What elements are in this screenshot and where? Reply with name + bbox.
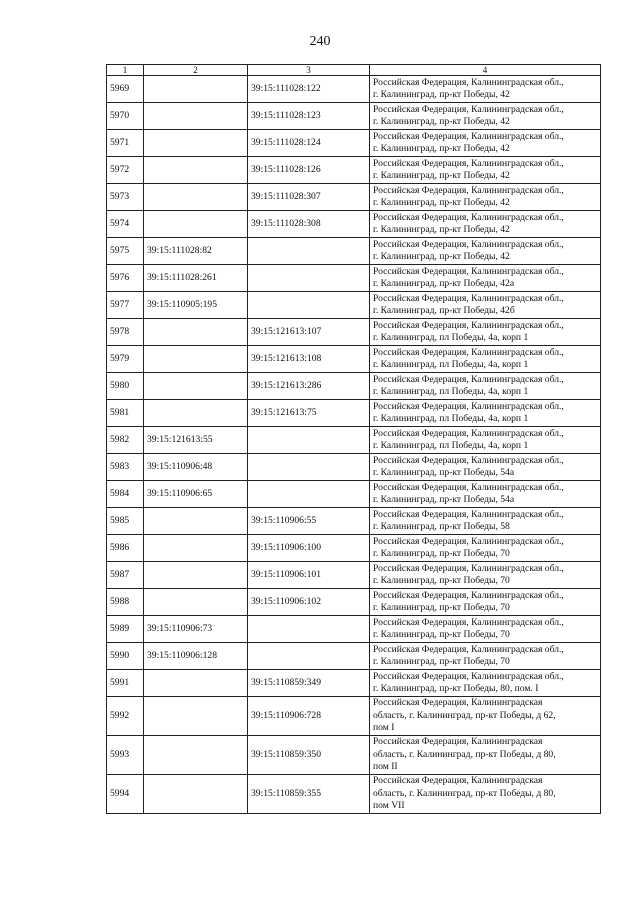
row-number-cell: 5982 bbox=[107, 427, 144, 454]
registry-table bbox=[106, 64, 601, 814]
cadastral-number-cell: 39:15:110905:195 bbox=[144, 292, 248, 319]
address-line: г. Калининград, пр-кт Победы, 70 bbox=[373, 575, 510, 586]
address-line: г. Калининград, пр-кт Победы, 42 bbox=[373, 197, 510, 208]
address-cell bbox=[370, 736, 601, 775]
address-cell bbox=[370, 130, 601, 157]
cadastral-number-cell bbox=[144, 535, 248, 562]
address-cell bbox=[370, 265, 601, 292]
cadastral-number-cell bbox=[248, 238, 370, 265]
address-line: г. Калининград, пл Победы, 4а, корп 1 bbox=[373, 440, 529, 451]
table-row bbox=[107, 697, 601, 736]
address-line: Российская Федерация, Калининградская обл., bbox=[373, 103, 564, 115]
address-line: Российская Федерация, Калининградская обл., bbox=[373, 400, 564, 412]
address-line: Российская Федерация, Калининградская bbox=[373, 736, 543, 748]
address-cell bbox=[370, 589, 601, 616]
address-cell bbox=[370, 373, 601, 400]
address-line: г. Калининград, пр-кт Победы, 42 bbox=[373, 89, 510, 100]
cadastral-number-cell bbox=[144, 184, 248, 211]
table-row bbox=[107, 238, 601, 265]
cadastral-number-cell bbox=[248, 454, 370, 481]
address-line: Российская Федерация, Калининградская обл., bbox=[373, 589, 564, 601]
table-row bbox=[107, 373, 601, 400]
address-cell bbox=[370, 562, 601, 589]
table-body bbox=[107, 76, 601, 814]
address-cell bbox=[370, 670, 601, 697]
address-line: г. Калининград, пр-кт Победы, 42 bbox=[373, 143, 510, 154]
address-line: Российская Федерация, Калининградская обл., bbox=[373, 265, 564, 277]
address-line: область, г. Калининград, пр-кт Победы, д 80, bbox=[373, 787, 556, 799]
address-cell bbox=[370, 427, 601, 454]
address-cell bbox=[370, 346, 601, 373]
cadastral-number-cell: 39:15:110906:728 bbox=[248, 697, 370, 736]
address-line: Российская Федерация, Калининградская обл., bbox=[373, 238, 564, 250]
row-number-cell: 5986 bbox=[107, 535, 144, 562]
table-row bbox=[107, 736, 601, 775]
cadastral-number-cell bbox=[144, 130, 248, 157]
address-line: г. Калининград, пр-кт Победы, 42 bbox=[373, 170, 510, 181]
row-number-cell: 5973 bbox=[107, 184, 144, 211]
address-line: Российская Федерация, Калининградская обл., bbox=[373, 670, 564, 682]
address-line: г. Калининград, пл Победы, 4а, корп 1 bbox=[373, 332, 529, 343]
row-number-cell: 5991 bbox=[107, 670, 144, 697]
cadastral-number-cell bbox=[144, 373, 248, 400]
address-line: г. Калининград, пр-кт Победы, 42а bbox=[373, 278, 515, 289]
address-line: пом VII bbox=[373, 800, 405, 812]
cadastral-number-cell: 39:15:121613:108 bbox=[248, 346, 370, 373]
address-line: г. Калининград, пр-кт Победы, 70 bbox=[373, 656, 510, 667]
cadastral-number-cell bbox=[144, 346, 248, 373]
address-line: Российская Федерация, Калининградская bbox=[373, 697, 543, 709]
cadastral-number-cell bbox=[144, 589, 248, 616]
address-line: Российская Федерация, Калининградская обл., bbox=[373, 184, 564, 196]
row-number-cell: 5975 bbox=[107, 238, 144, 265]
row-number-cell: 5969 bbox=[107, 76, 144, 103]
cadastral-number-cell bbox=[248, 427, 370, 454]
cadastral-number-cell: 39:15:111028:82 bbox=[144, 238, 248, 265]
address-line: г. Калининград, пр-кт Победы, 42 bbox=[373, 251, 510, 262]
row-number-cell: 5977 bbox=[107, 292, 144, 319]
table-row bbox=[107, 130, 601, 157]
row-number-cell: 5976 bbox=[107, 265, 144, 292]
table-row bbox=[107, 427, 601, 454]
table-row bbox=[107, 670, 601, 697]
cadastral-number-cell bbox=[144, 400, 248, 427]
table-row bbox=[107, 319, 601, 346]
address-cell bbox=[370, 643, 601, 670]
cadastral-number-cell bbox=[144, 319, 248, 346]
address-line: Российская Федерация, Калининградская обл., bbox=[373, 76, 564, 88]
table-row bbox=[107, 481, 601, 508]
table-row bbox=[107, 157, 601, 184]
address-line: г. Калининград, пр-кт Победы, 80, пом. I bbox=[373, 683, 539, 694]
cadastral-number-cell: 39:15:110859:349 bbox=[248, 670, 370, 697]
address-line: пом I bbox=[373, 722, 395, 734]
column-header: 1 bbox=[107, 65, 144, 76]
row-number-cell: 5983 bbox=[107, 454, 144, 481]
table-row bbox=[107, 535, 601, 562]
address-cell bbox=[370, 103, 601, 130]
address-line: г. Калининград, пр-кт Победы, 70 bbox=[373, 548, 510, 559]
table-header-row bbox=[107, 65, 601, 76]
address-line: г. Калининград, пр-кт Победы, 42б bbox=[373, 305, 515, 316]
row-number-cell: 5972 bbox=[107, 157, 144, 184]
cadastral-number-cell bbox=[144, 736, 248, 775]
cadastral-number-cell: 39:15:110859:350 bbox=[248, 736, 370, 775]
address-line: г. Калининград, пр-кт Победы, 54а bbox=[373, 467, 515, 478]
table-row bbox=[107, 265, 601, 292]
address-cell bbox=[370, 319, 601, 346]
address-cell bbox=[370, 292, 601, 319]
table-row bbox=[107, 211, 601, 238]
address-cell bbox=[370, 454, 601, 481]
row-number-cell: 5971 bbox=[107, 130, 144, 157]
address-line: Российская Федерация, Калининградская обл., bbox=[373, 130, 564, 142]
cadastral-number-cell bbox=[248, 643, 370, 670]
address-line: Российская Федерация, Калининградская обл., bbox=[373, 346, 564, 358]
row-number-cell: 5985 bbox=[107, 508, 144, 535]
table-row bbox=[107, 775, 601, 814]
cadastral-number-cell: 39:15:121613:107 bbox=[248, 319, 370, 346]
address-line: г. Калининград, пр-кт Победы, 58 bbox=[373, 521, 510, 532]
column-header: 3 bbox=[248, 65, 370, 76]
address-cell bbox=[370, 481, 601, 508]
address-cell bbox=[370, 400, 601, 427]
address-line: Российская Федерация, Калининградская обл., bbox=[373, 616, 564, 628]
cadastral-number-cell: 39:15:110906:101 bbox=[248, 562, 370, 589]
address-cell bbox=[370, 697, 601, 736]
row-number-cell: 5994 bbox=[107, 775, 144, 814]
address-cell bbox=[370, 508, 601, 535]
address-line: Российская Федерация, Калининградская обл., bbox=[373, 211, 564, 223]
address-line: Российская Федерация, Калининградская обл., bbox=[373, 481, 564, 493]
cadastral-number-cell bbox=[144, 562, 248, 589]
row-number-cell: 5993 bbox=[107, 736, 144, 775]
address-line: г. Калининград, пр-кт Победы, 42 bbox=[373, 116, 510, 127]
table-row bbox=[107, 562, 601, 589]
address-cell bbox=[370, 76, 601, 103]
page-number: 240 bbox=[309, 34, 331, 49]
row-number-cell: 5974 bbox=[107, 211, 144, 238]
address-line: г. Калининград, пл Победы, 4а, корп 1 bbox=[373, 386, 529, 397]
cadastral-number-cell bbox=[144, 670, 248, 697]
address-line: пом II bbox=[373, 761, 398, 773]
row-number-cell: 5984 bbox=[107, 481, 144, 508]
address-cell bbox=[370, 184, 601, 211]
cadastral-number-cell: 39:15:110906:48 bbox=[144, 454, 248, 481]
row-number-cell: 5980 bbox=[107, 373, 144, 400]
row-number-cell: 5970 bbox=[107, 103, 144, 130]
row-number-cell: 5988 bbox=[107, 589, 144, 616]
address-line: г. Калининград, пл Победы, 4а, корп 1 bbox=[373, 413, 529, 424]
address-line: г. Калининград, пл Победы, 4а, корп 1 bbox=[373, 359, 529, 370]
cadastral-number-cell bbox=[144, 508, 248, 535]
cadastral-number-cell: 39:15:111028:307 bbox=[248, 184, 370, 211]
cadastral-number-cell bbox=[248, 265, 370, 292]
cadastral-number-cell: 39:15:110906:102 bbox=[248, 589, 370, 616]
table-row bbox=[107, 454, 601, 481]
address-cell bbox=[370, 238, 601, 265]
cadastral-number-cell: 39:15:110906:100 bbox=[248, 535, 370, 562]
cadastral-number-cell: 39:15:110859:355 bbox=[248, 775, 370, 814]
address-line: область, г. Калининград, пр-кт Победы, д 80, bbox=[373, 748, 556, 760]
address-line: Российская Федерация, Калининградская bbox=[373, 775, 543, 787]
address-line: Российская Федерация, Калининградская обл., bbox=[373, 535, 564, 547]
cadastral-number-cell: 39:15:110906:73 bbox=[144, 616, 248, 643]
column-header: 4 bbox=[370, 65, 601, 76]
cadastral-number-cell: 39:15:110906:55 bbox=[248, 508, 370, 535]
row-number-cell: 5989 bbox=[107, 616, 144, 643]
cadastral-number-cell bbox=[144, 211, 248, 238]
cadastral-number-cell bbox=[248, 292, 370, 319]
cadastral-number-cell bbox=[248, 481, 370, 508]
address-line: Российская Федерация, Калининградская обл., bbox=[373, 373, 564, 385]
table-row bbox=[107, 184, 601, 211]
table-row bbox=[107, 589, 601, 616]
table-row bbox=[107, 76, 601, 103]
row-number-cell: 5981 bbox=[107, 400, 144, 427]
address-line: Российская Федерация, Калининградская обл., bbox=[373, 427, 564, 439]
table-row bbox=[107, 346, 601, 373]
address-line: г. Калининград, пр-кт Победы, 70 bbox=[373, 629, 510, 640]
cadastral-number-cell: 39:15:121613:55 bbox=[144, 427, 248, 454]
row-number-cell: 5978 bbox=[107, 319, 144, 346]
cadastral-number-cell bbox=[144, 76, 248, 103]
row-number-cell: 5987 bbox=[107, 562, 144, 589]
address-cell bbox=[370, 211, 601, 238]
cadastral-number-cell: 39:15:110906:65 bbox=[144, 481, 248, 508]
cadastral-number-cell: 39:15:111028:122 bbox=[248, 76, 370, 103]
cadastral-number-cell bbox=[144, 697, 248, 736]
address-cell bbox=[370, 535, 601, 562]
cadastral-number-cell: 39:15:111028:123 bbox=[248, 103, 370, 130]
cadastral-number-cell: 39:15:121613:286 bbox=[248, 373, 370, 400]
cadastral-number-cell bbox=[144, 103, 248, 130]
address-line: г. Калининград, пр-кт Победы, 54а bbox=[373, 494, 515, 505]
address-line: Российская Федерация, Калининградская обл., bbox=[373, 508, 564, 520]
row-number-cell: 5992 bbox=[107, 697, 144, 736]
cadastral-number-cell: 39:15:121613:75 bbox=[248, 400, 370, 427]
column-header: 2 bbox=[144, 65, 248, 76]
address-line: г. Калининград, пр-кт Победы, 70 bbox=[373, 602, 510, 613]
table-row bbox=[107, 400, 601, 427]
address-cell bbox=[370, 157, 601, 184]
table-row bbox=[107, 616, 601, 643]
address-line: Российская Федерация, Калининградская обл., bbox=[373, 643, 564, 655]
cadastral-number-cell bbox=[144, 157, 248, 184]
address-cell bbox=[370, 775, 601, 814]
cadastral-number-cell: 39:15:111028:126 bbox=[248, 157, 370, 184]
table-row bbox=[107, 103, 601, 130]
address-line: Российская Федерация, Калининградская обл., bbox=[373, 454, 564, 466]
cadastral-number-cell: 39:15:110906:128 bbox=[144, 643, 248, 670]
cadastral-number-cell: 39:15:111028:308 bbox=[248, 211, 370, 238]
cadastral-number-cell: 39:15:111028:261 bbox=[144, 265, 248, 292]
table-row bbox=[107, 508, 601, 535]
cadastral-number-cell bbox=[144, 775, 248, 814]
row-number-cell: 5979 bbox=[107, 346, 144, 373]
cadastral-number-cell bbox=[248, 616, 370, 643]
table-row bbox=[107, 292, 601, 319]
table-row bbox=[107, 643, 601, 670]
address-line: Российская Федерация, Калининградская обл., bbox=[373, 562, 564, 574]
address-line: г. Калининград, пр-кт Победы, 42 bbox=[373, 224, 510, 235]
row-number-cell: 5990 bbox=[107, 643, 144, 670]
address-line: Российская Федерация, Калининградская обл., bbox=[373, 292, 564, 304]
address-line: область, г. Калининград, пр-кт Победы, д 62, bbox=[373, 709, 556, 721]
address-line: Российская Федерация, Калининградская обл., bbox=[373, 157, 564, 169]
cadastral-number-cell: 39:15:111028:124 bbox=[248, 130, 370, 157]
address-cell bbox=[370, 616, 601, 643]
address-line: Российская Федерация, Калининградская обл., bbox=[373, 319, 564, 331]
